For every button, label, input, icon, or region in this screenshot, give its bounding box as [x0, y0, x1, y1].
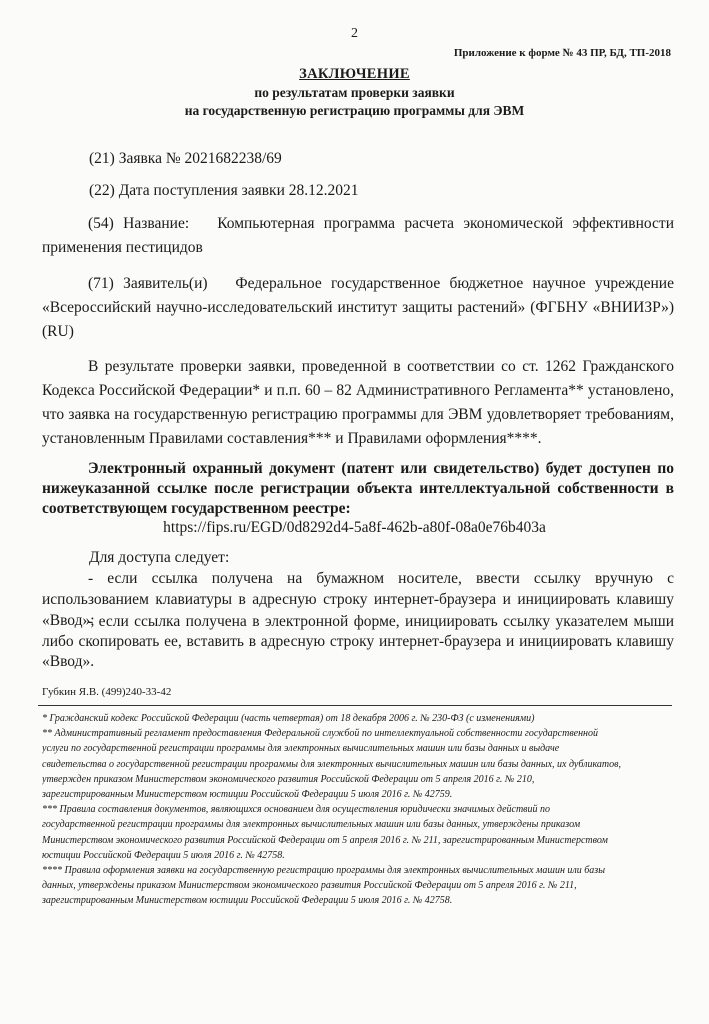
footnote-line: юстиции Российской Федерации 5 июля 2016 г. № 42758. [42, 849, 285, 861]
examination-result-text: В результате проверки заявки, проведенной в соответствии со ст. 1262 Гражданского Кодекса Российской Федерации* и п.п. 60 – 82 Административного Регламента** установлено, что заявка на государственную регистрацию программы для ЭВМ удовлетворяет требованиям, установленным Правилами составления*** и Правилами оформления****. [42, 358, 674, 447]
applicant-text: Федеральное государственное бюджетное научное учреждение «Всероссийский научно-исследовательский институт защиты растений» (ФГБНУ «ВНИИЗР») (RU) [42, 275, 674, 340]
footnote-line: данных, утверждены приказом Министерством экономического развития Российской Федерации от 5 апреля 2016 г. № 211, [42, 880, 577, 892]
application-date: (22) Дата поступления заявки 28.12.2021 [89, 182, 359, 199]
footnote-divider [38, 705, 672, 706]
program-name-label: (54) Название: [88, 215, 190, 232]
application-number: (21) Заявка № 2021682238/69 [89, 150, 282, 167]
access-heading: Для доступа следует: [89, 549, 230, 566]
footnote-line: свидетельства о государственной регистрации программы для электронных вычислительных машин или базы данных, их дубликатов, [42, 758, 621, 770]
subtitle-line-1: по результатам проверки заявки [254, 85, 455, 100]
program-name [42, 212, 674, 260]
access-instruction-electronic [42, 612, 674, 672]
applicant-label: (71) Заявитель(и) [88, 275, 208, 292]
footnote-line: зарегистрированным Министерством юстиции Российской Федерации 5 июля 2016 г. № 42759. [42, 789, 453, 801]
page-number: 2 [351, 26, 358, 41]
program-name-text: Компьютерная программа расчета экономической эффективности применения пестицидов [42, 215, 674, 256]
footnote-line: *** Правила составления документов, являющихся основанием для осуществления юридически значимых действий по [42, 804, 551, 816]
footnotes [42, 711, 674, 909]
access-instruction-electronic-text: - если ссылка получена в электронной форме, инициировать ссылку указателем мыши либо скопировать ее, вставить в адресную строку интернет-браузера и инициировать клавишу «Ввод». [42, 613, 674, 670]
applicant [42, 272, 674, 344]
footnote-line: **** Правила оформления заявки на государственную регистрацию программы для электронных вычислительных машин или базы [42, 865, 605, 877]
appendix-label: Приложение к форме № 43 ПР, БД, ТП-2018 [453, 47, 671, 59]
footnote-line: ** Административный регламент предоставления Федеральной службой по интеллектуальной собственности государственной [42, 728, 599, 740]
document-link[interactable]: https://fips.ru/EGD/0d8292d4-5a8f-462b-a80f-08a0e76b403a [163, 519, 546, 536]
footnote-line: государственной регистрации программы для электронных вычислительных машин или базы данных, утверждены приказом [42, 819, 581, 831]
subtitle-line-2: на государственную регистрацию программы для ЭВМ [184, 103, 525, 118]
footnote-line: услуги по государственной регистрации программы для электронных вычислительных машин или базы данных и выдаче [42, 743, 560, 755]
electronic-document-notice-text: Электронный охранный документ (патент или свидетельство) будет доступен по нижеуказанной ссылке после регистрации объекта интеллектуальной собственности в соответствующем государственном реестре: [42, 460, 674, 517]
footnote-line: зарегистрированным Министерством юстиции Российской Федерации 5 июля 2016 г. № 42758. [42, 895, 453, 907]
access-instruction-paper-text: - если ссылка получена на бумажном носителе, ввести ссылку вручную с использованием клавиатуры в адресную строку интернет-браузера и инициировать клавишу «Ввод»; [42, 570, 674, 629]
contact-info: Губкин Я.В. (499)240-33-42 [42, 686, 172, 698]
electronic-document-notice [42, 459, 674, 519]
footnote-line: утвержден приказом Министерством экономического развития Российской Федерации от 5 апреля 2016 г. № 210, [42, 773, 535, 785]
document-title: ЗАКЛЮЧЕНИЕ [299, 66, 410, 82]
examination-result [42, 355, 674, 451]
footnote-line: * Гражданский кодекс Российской Федерации (часть четвертая) от 18 декабря 2006 г. № 230-ФЗ (с изменениями) [42, 713, 535, 724]
footnote-line: Министерством экономического развития Российской Федерации от 5 апреля 2016 г. № 211, зарегистрированным Министерством [42, 834, 608, 846]
